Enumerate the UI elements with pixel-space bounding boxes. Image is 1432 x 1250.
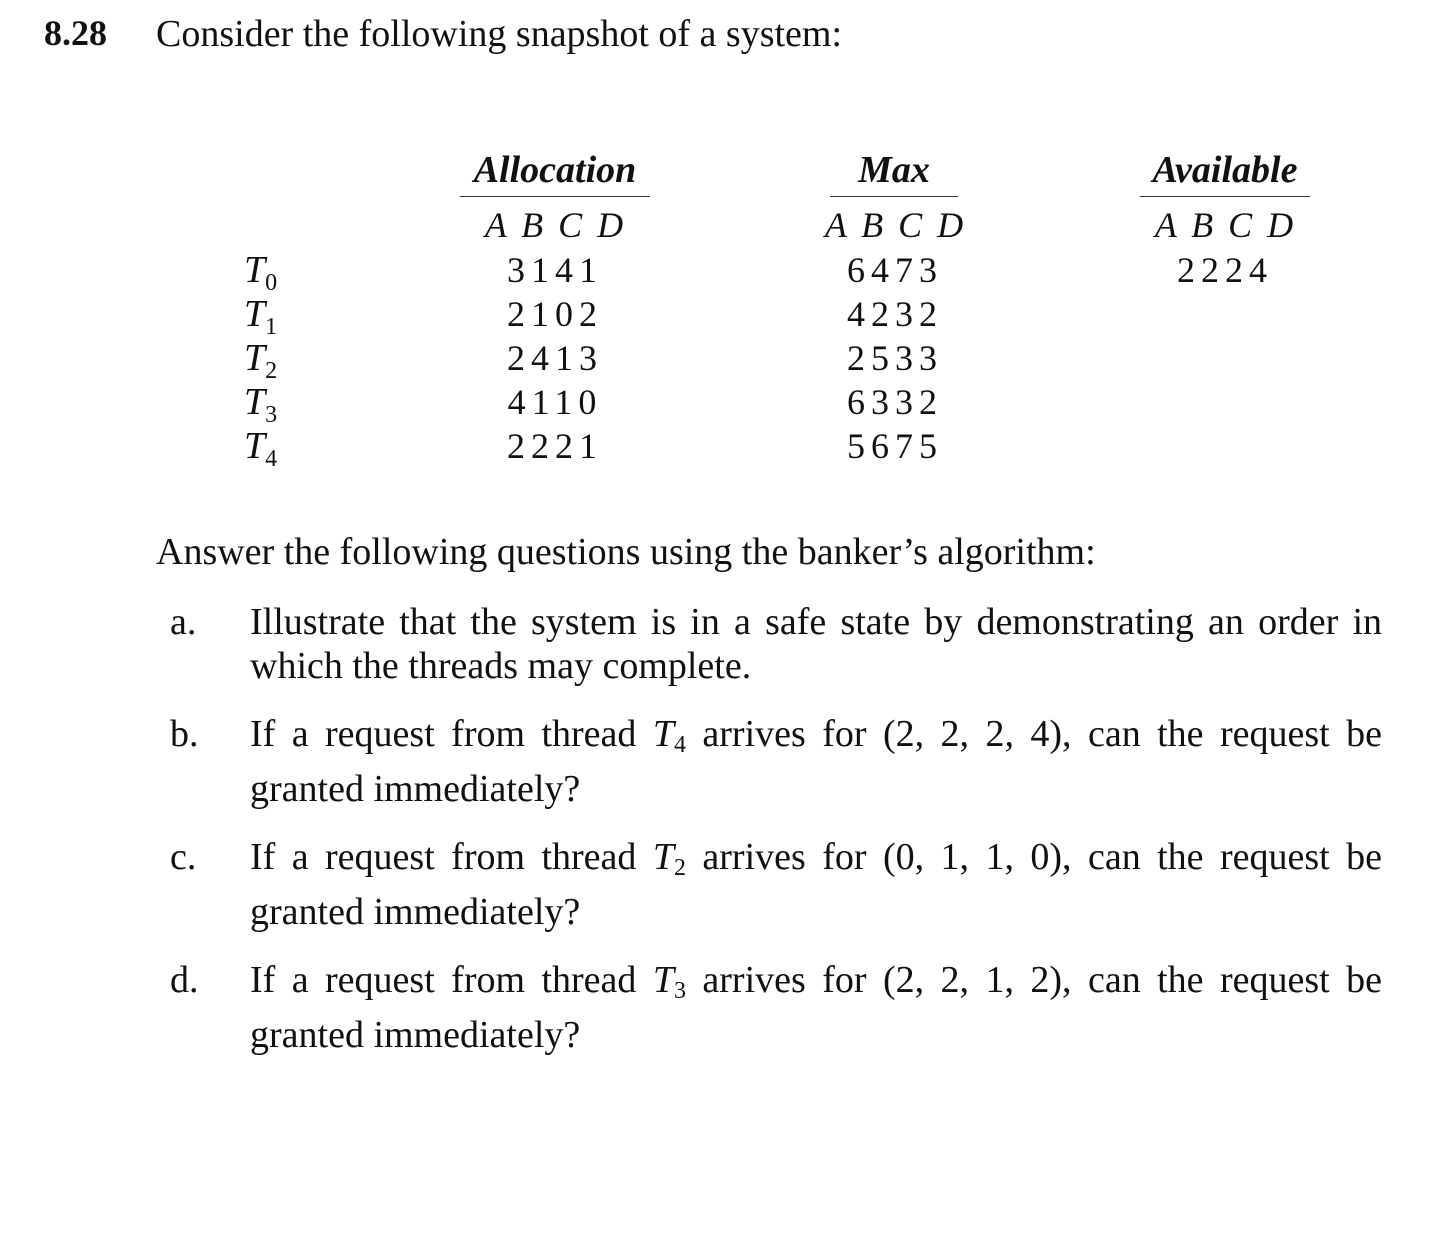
available-column	[1140, 248, 1310, 292]
question-prompt: Answer the following questions using the banker’s algorithm:	[156, 531, 1096, 573]
allocation-cell: 2221	[507, 426, 603, 466]
item-text: If a request from thread $T_3$ arrives for (2, 2, 1, 2), can the request be granted immediately?	[250, 959, 1382, 1056]
max-cell: 5675	[847, 426, 943, 466]
problem-intro: Consider the following snapshot of a system:	[156, 13, 843, 55]
thread-label: $T_2$	[244, 337, 278, 384]
allocation-header: Allocation	[460, 148, 650, 197]
item-text: If a request from thread $T_4$ arrives for (2, 2, 2, 4), can the request be granted immediately?	[250, 713, 1382, 810]
max-cell: 6473	[847, 250, 943, 290]
list-item	[170, 712, 1382, 811]
allocation-cell: 2413	[507, 338, 603, 378]
list-item	[170, 600, 1382, 688]
list-item	[170, 958, 1382, 1057]
thread-label: $T_4$	[244, 425, 278, 472]
thread-label: $T_1$	[244, 293, 278, 340]
allocation-cell: 3141	[507, 250, 603, 290]
available-resources: A B C D	[1154, 205, 1296, 245]
max-header: Max	[830, 148, 958, 197]
item-letter: a.	[170, 601, 197, 643]
available-cell: 2224	[1177, 250, 1273, 290]
available-header: Available	[1140, 148, 1310, 197]
thread-label: $T_0$	[244, 249, 278, 296]
max-cell: 2533	[847, 338, 943, 378]
item-letter: c.	[170, 836, 197, 878]
thread-label: $T_3$	[244, 381, 278, 428]
max-cell: 6332	[847, 382, 943, 422]
item-letter: d.	[170, 959, 199, 1001]
question-list	[170, 600, 1382, 1081]
allocation-cell: 4110	[507, 382, 603, 422]
item-text: Illustrate that the system is in a safe state by demonstrating an order in which the threads may complete.	[250, 601, 1382, 687]
item-text: If a request from thread $T_2$ arrives for (0, 1, 1, 0), can the request be granted immediately?	[250, 836, 1382, 933]
problem-number: 8.28	[44, 13, 107, 53]
thread-labels	[244, 248, 278, 472]
max-resources: A B C D	[824, 205, 966, 245]
item-letter: b.	[170, 713, 199, 755]
allocation-column	[470, 248, 640, 468]
allocation-cell: 2102	[507, 294, 603, 334]
list-item	[170, 835, 1382, 934]
max-cell: 4232	[847, 294, 943, 334]
allocation-resources: A B C D	[484, 205, 626, 245]
max-column	[810, 248, 980, 468]
